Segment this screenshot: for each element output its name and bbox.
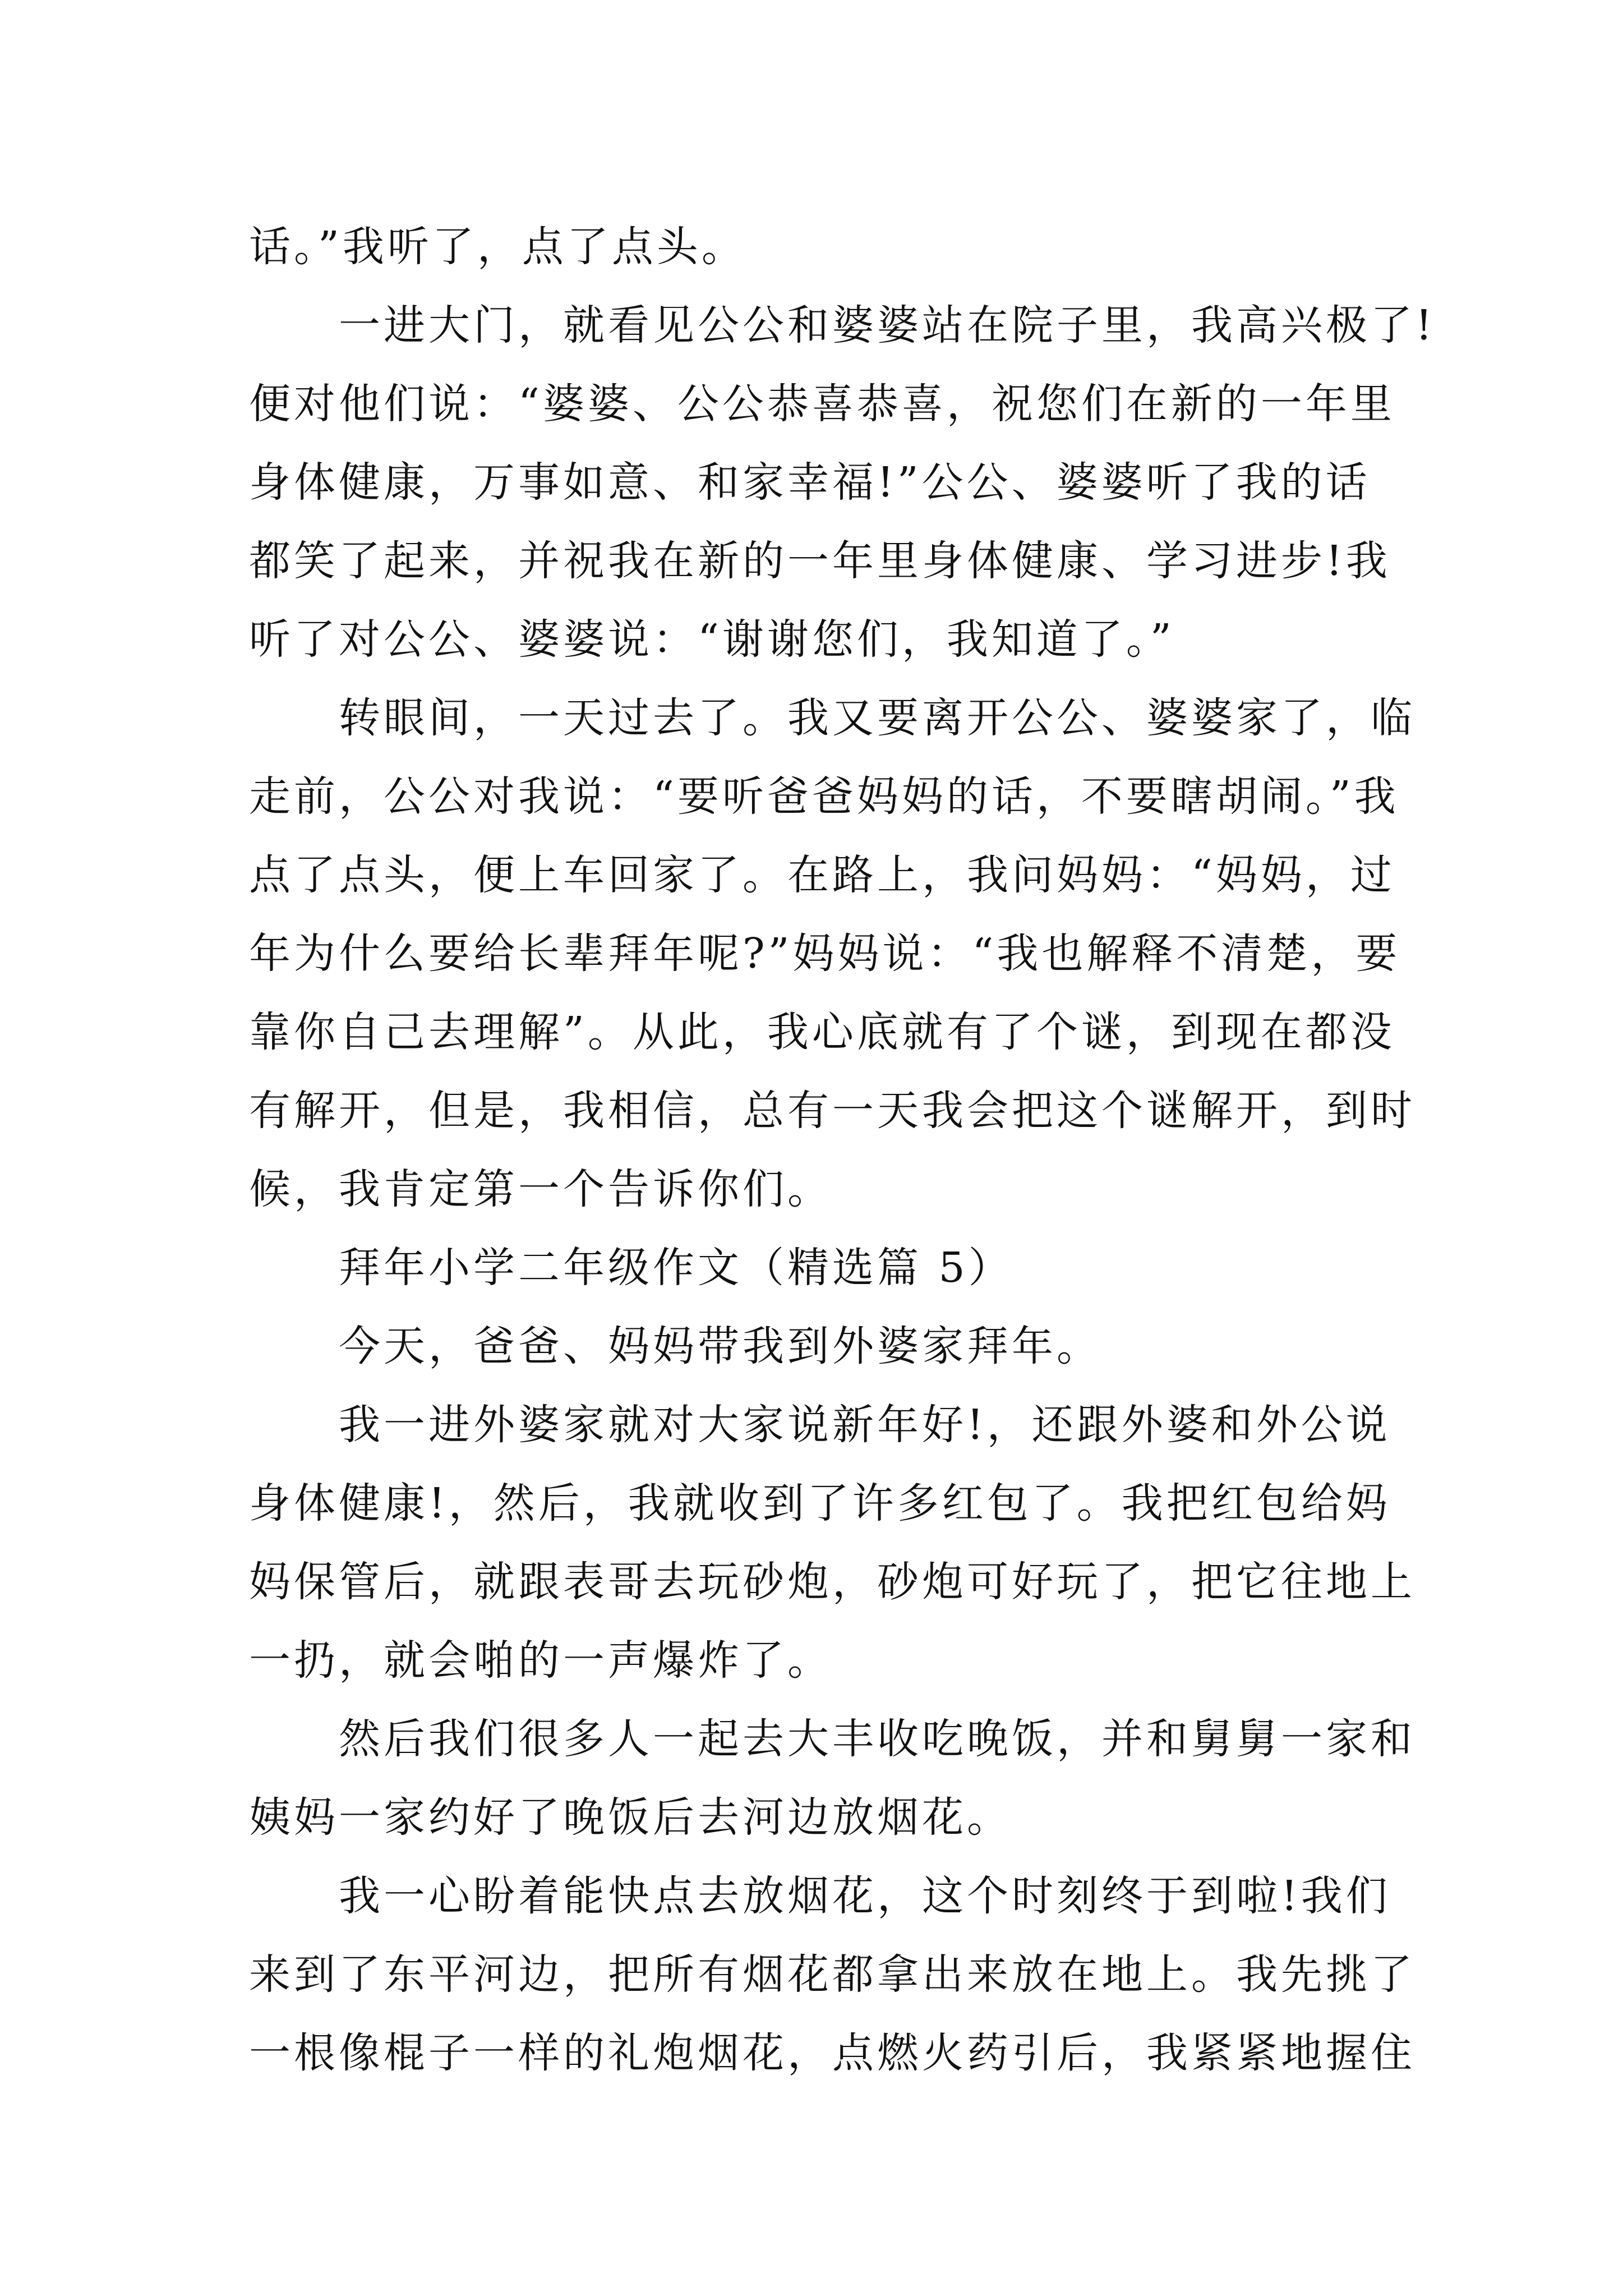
- text-line: 有解开，但是，我相信，总有一天我会把这个谜解开，到时: [249, 1087, 1415, 1135]
- text-line: 点了点头，便上车回家了。在路上，我问妈妈：“妈妈，过: [249, 851, 1395, 899]
- text-line: 转眼间，一天过去了。我又要离开公公、婆婆家了，临: [249, 694, 1415, 742]
- text-line: 走前，公公对我说：“要听爸爸妈妈的话，不要瞎胡闹。”我: [249, 772, 1399, 821]
- body-text: [249, 208, 1436, 2092]
- text-line: 今天，爸爸、妈妈带我到外婆家拜年。: [249, 1322, 1101, 1370]
- text-line: 然后我们很多人一起去大丰收吃晚饭，并和舅舅一家和: [249, 1715, 1415, 1763]
- text-line: 听了对公公、婆婆说：“谢谢您们，我知道了。”: [249, 615, 1175, 664]
- text-line: 来到了东平河边，把所有烟花都拿出来放在地上。我先挑了: [249, 1950, 1415, 1999]
- text-line: 一进大门，就看见公公和婆婆站在院子里，我高兴极了!: [249, 301, 1436, 349]
- text-line: 我一心盼着能快点去放烟花，这个时刻终于到啦!我们: [249, 1872, 1391, 1920]
- text-line: 都笑了起来，并祝我在新的一年里身体健康、学习进步!我: [249, 537, 1391, 585]
- text-line: 妈保管后，就跟表哥去玩砂炮，砂炮可好玩了，把它往地上: [249, 1558, 1415, 1606]
- text-line: 身体健康，万事如意、和家幸福!”公公、婆婆听了我的话: [249, 458, 1371, 507]
- text-line: 一扔，就会啪的一声爆炸了。: [249, 1636, 832, 1685]
- text-line: 一根像棍子一样的礼炮烟花，点燃火药引后，我紧紧地握住: [249, 2029, 1415, 2077]
- text-line: 姨妈一家约好了晚饭后去河边放烟花。: [249, 1793, 1012, 1842]
- text-line: 候，我肯定第一个告诉你们。: [249, 1165, 832, 1213]
- text-line: 年为什么要给长辈拜年呢?”妈妈说：“我也解释不清楚，要: [249, 930, 1401, 978]
- text-line: 靠你自己去理解”。从此，我心底就有了个谜，到现在都没: [249, 1008, 1395, 1056]
- text-line: 便对他们说：“婆婆、公公恭喜恭喜，祝您们在新的一年里: [249, 380, 1395, 428]
- text-line: 身体健康!，然后，我就收到了许多红包了。我把红包给妈: [249, 1479, 1391, 1527]
- text-line: 话。”我听了，点了点头。: [249, 223, 746, 271]
- text-line: 我一进外婆家就对大家说新年好!，还跟外婆和外公说: [249, 1401, 1391, 1449]
- section-heading: 拜年小学二年级作文（精选篇 5）: [249, 1244, 1013, 1292]
